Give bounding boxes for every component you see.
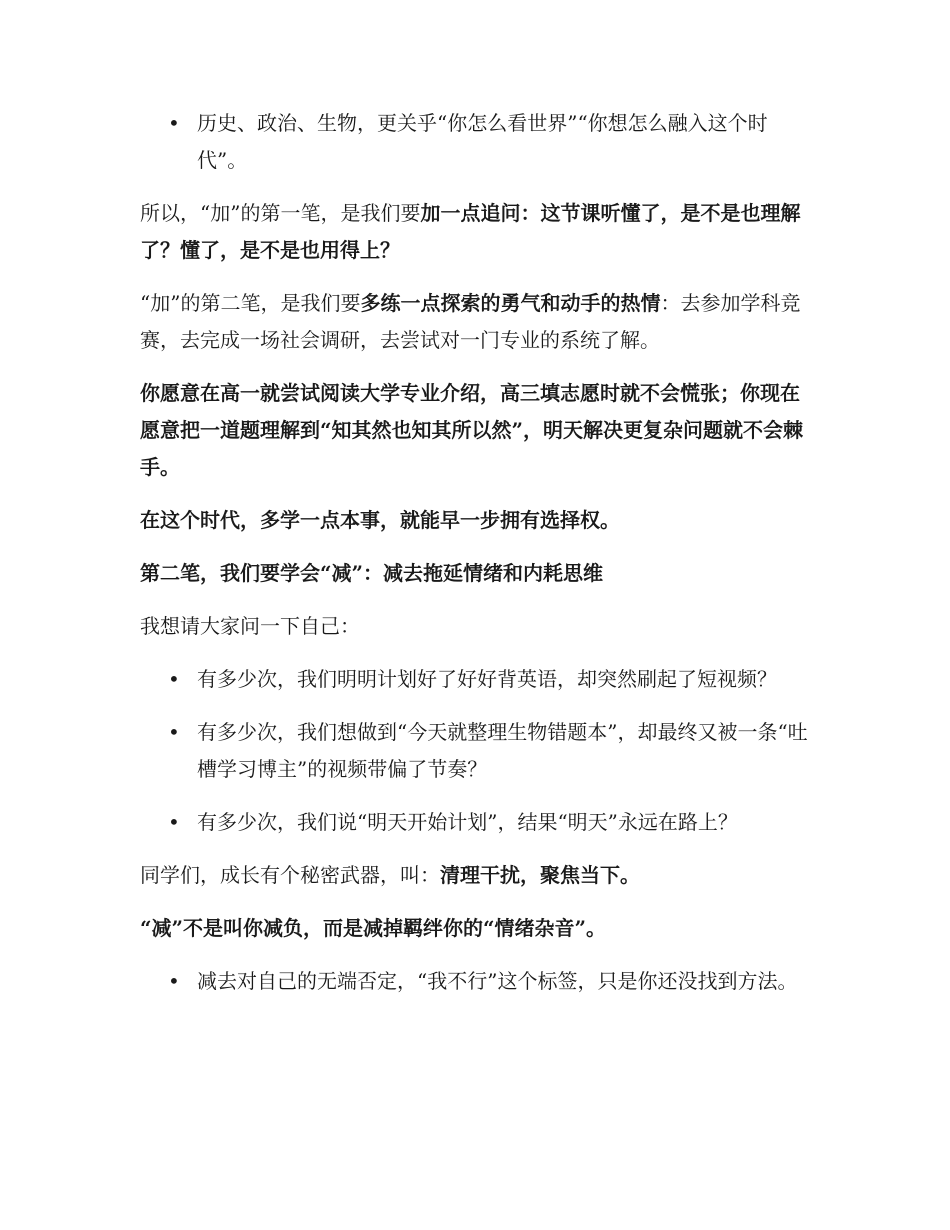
section-heading-text: 第二笔，我们要学会“减”：减去拖延情绪和内耗思维 xyxy=(140,561,604,585)
list-item-text: 有多少次，我们明明计划好了好好背英语，却突然刷起了短视频？ xyxy=(197,667,777,691)
paragraph-text: ：去参加学科竞赛，去完成一场社会调研，去尝试对一门专业的系统了解。 xyxy=(140,291,801,352)
section-heading xyxy=(140,555,810,592)
list-item-text: 有多少次，我们说“明天开始计划”，结果“明天”永远在路上？ xyxy=(197,810,738,834)
list-item xyxy=(140,105,810,179)
list-item xyxy=(140,714,810,788)
paragraph-text: 同学们，成长有个秘密武器，叫： xyxy=(140,863,440,887)
paragraph-bold-text: 多练一点探索的勇气和动手的热情 xyxy=(360,291,661,315)
paragraph-willing xyxy=(140,375,810,486)
paragraph-era xyxy=(140,502,810,539)
document-page xyxy=(140,105,810,1016)
paragraph-bold-text: 加一点追问：这节课听懂了，是不是也理解了？懂了，是不是也用得上？ xyxy=(140,201,801,262)
bullet-icon: • xyxy=(168,720,180,744)
paragraph-bold-text: 在这个时代，多学一点本事，就能早一步拥有选择权。 xyxy=(140,508,620,532)
list-item xyxy=(140,804,810,841)
paragraph-text: 所以，“加”的第一笔，是我们要 xyxy=(140,201,421,225)
bullet-list xyxy=(140,105,810,179)
bullet-icon: • xyxy=(168,810,180,834)
list-item-text: 历史、政治、生物，更关乎“你怎么看世界”“你想怎么融入这个时代”。 xyxy=(197,111,768,172)
paragraph-add-first xyxy=(140,195,810,269)
paragraph-secret-weapon xyxy=(140,857,810,894)
paragraph-text: 我想请大家问一下自己： xyxy=(140,614,360,638)
paragraph-bold-text: 清理干扰，聚焦当下。 xyxy=(440,863,640,887)
list-item xyxy=(140,661,810,698)
paragraph-bold-text: 你愿意在高一就尝试阅读大学专业介绍，高三填志愿时就不会慌张；你现在愿意把一道题理解到“知其然也知其所以然”，明天解决更复杂问题就不会棘手。 xyxy=(140,381,804,479)
paragraph-ask xyxy=(140,608,810,645)
bullet-icon: • xyxy=(168,969,180,993)
bullet-icon: • xyxy=(168,667,180,691)
bullet-list xyxy=(140,963,810,1000)
list-item-text: 有多少次，我们想做到“今天就整理生物错题本”，却最终又被一条“吐槽学习博主”的视频带偏了节奏？ xyxy=(197,720,808,781)
bullet-icon: • xyxy=(168,111,180,135)
paragraph-bold-text: “减”不是叫你减负，而是减掉羁绊你的“情绪杂音”。 xyxy=(140,916,607,940)
paragraph-text: “加”的第二笔，是我们要 xyxy=(140,291,361,315)
bullet-list xyxy=(140,661,810,841)
paragraph-add-second xyxy=(140,285,810,359)
list-item-text: 减去对自己的无端否定，“我不行”这个标签，只是你还没找到方法。 xyxy=(197,969,798,993)
paragraph-subtract xyxy=(140,910,810,947)
list-item xyxy=(140,963,810,1000)
